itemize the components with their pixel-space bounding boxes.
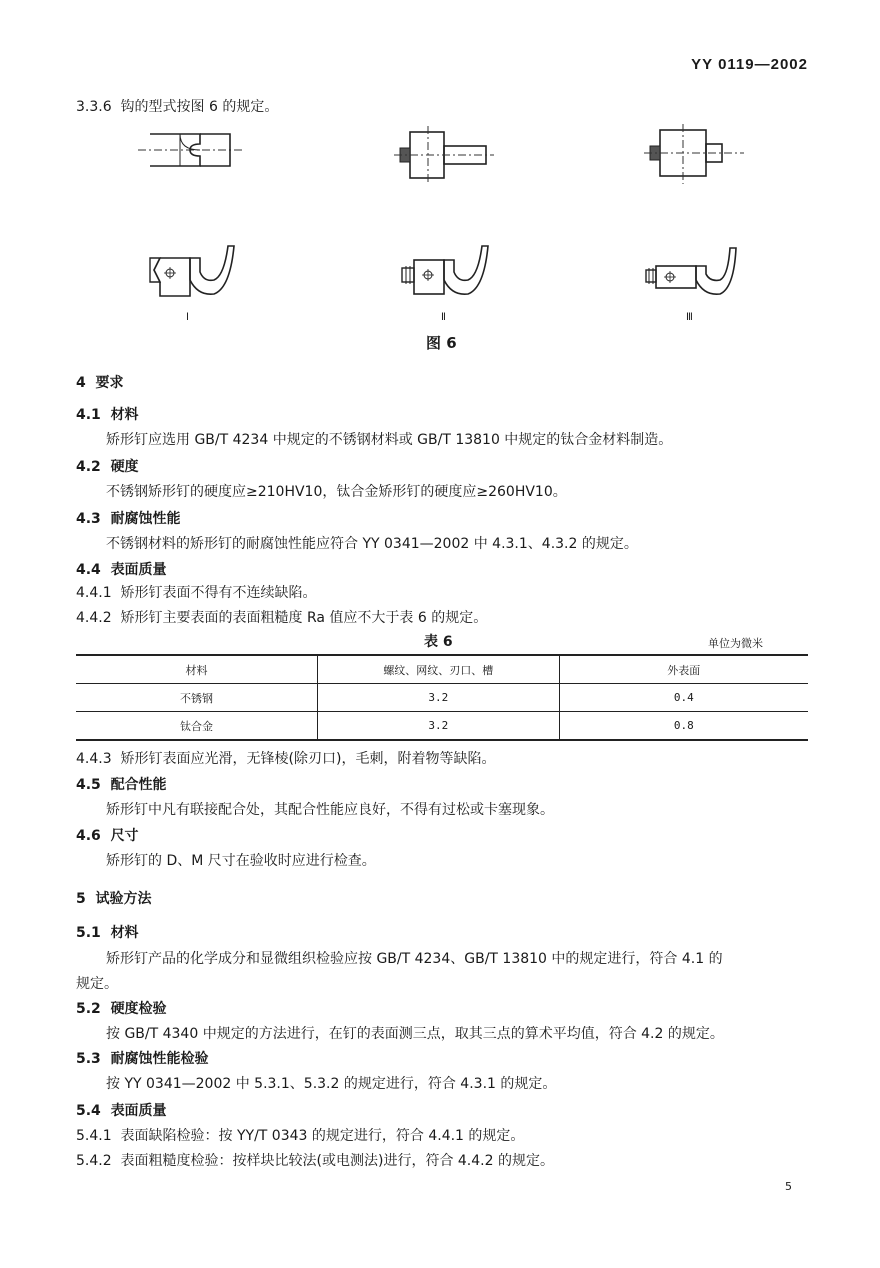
- table-row: [76, 712, 808, 741]
- clause-4-2-heading: [76, 458, 139, 476]
- clause-title: 表面质量: [110, 1103, 167, 1119]
- page-number: 5: [785, 1180, 792, 1193]
- clause-4-4-heading: [76, 561, 167, 579]
- clause-number: 4.4.3: [76, 751, 112, 767]
- clause-text: 矫形钉主要表面的表面粗糙度 Ra 值应不大于表 6 的规定。: [120, 610, 488, 626]
- clause-number: 4.4: [76, 562, 101, 578]
- clause-4-3-heading: [76, 510, 181, 528]
- clause-4-4-3: [76, 750, 495, 768]
- clause-4-3-text: 不锈钢材料的矫形钉的耐腐蚀性能应符合 YY 0341—2002 中 4.3.1、4.3.2 的规定。: [106, 536, 638, 552]
- clause-title: 材料: [110, 925, 139, 941]
- figure-top-view-3: [640, 122, 750, 188]
- clause-title: 硬度: [110, 459, 139, 475]
- section-title: 要求: [95, 375, 124, 391]
- clause-number: 5.4.2: [76, 1153, 112, 1169]
- clause-5-1-text-line-2: 规定。: [76, 976, 118, 992]
- figure-hook-type-3: [640, 240, 750, 304]
- clause-number: 4.2: [76, 459, 101, 475]
- clause-4-6-heading: [76, 827, 139, 845]
- clause-title: 配合性能: [110, 777, 167, 793]
- clause-text: 表面粗糙度检验：按样块比较法(或电测法)进行，符合 4.4.2 的规定。: [120, 1153, 554, 1169]
- section-number: 4: [76, 375, 86, 391]
- table-header-cell: 螺纹、网纹、刃口、槽: [318, 655, 560, 684]
- clause-title: 耐腐蚀性能: [110, 511, 181, 527]
- figure-top-view-2: [390, 122, 500, 188]
- clause-4-4-1: [76, 584, 317, 602]
- clause-number: 5.4: [76, 1103, 101, 1119]
- clause-5-2-text: 按 GB/T 4340 中规定的方法进行，在钉的表面测三点，取其三点的算术平均值，符合 4.2 的规定。: [106, 1026, 724, 1042]
- clause-text: 钩的型式按图 6 的规定。: [120, 99, 279, 115]
- figure-label-2: Ⅱ: [441, 312, 446, 323]
- clause-5-4-2: [76, 1152, 554, 1170]
- table-cell: 0.8: [559, 712, 808, 741]
- clause-title: 材料: [110, 407, 139, 423]
- clause-number: 4.3: [76, 511, 101, 527]
- table-cell: 0.4: [559, 684, 808, 712]
- figure-hook-type-1: [138, 240, 248, 304]
- table-header-row: [76, 655, 808, 684]
- clause-4-1-text: 矫形钉应选用 GB/T 4234 中规定的不锈钢材料或 GB/T 13810 中规定的钛合金材料制造。: [106, 432, 673, 448]
- clause-number: 5.4.1: [76, 1128, 112, 1144]
- clause-5-2-heading: [76, 1000, 167, 1018]
- table-title: 表 6: [424, 634, 453, 650]
- clause-5-3-heading: [76, 1050, 209, 1068]
- figure-label-3: Ⅲ: [686, 312, 693, 323]
- clause-title: 耐腐蚀性能检验: [110, 1051, 209, 1067]
- clause-number: 4.6: [76, 828, 101, 844]
- clause-number: 4.1: [76, 407, 101, 423]
- figure-caption: 图 6: [426, 334, 457, 352]
- clause-5-4-heading: [76, 1102, 167, 1120]
- clause-5-3-text: 按 YY 0341—2002 中 5.3.1、5.3.2 的规定进行，符合 4.3.1 的规定。: [106, 1076, 557, 1092]
- figure-top-view-1: [130, 120, 250, 180]
- section-number: 5: [76, 891, 86, 907]
- section-4-heading: [76, 374, 124, 392]
- figure-hook-type-2: [396, 240, 506, 304]
- table-cell: 3.2: [318, 712, 560, 741]
- table-cell: 3.2: [318, 684, 560, 712]
- clause-4-4-2: [76, 609, 487, 627]
- clause-4-2-text: 不锈钢矫形钉的硬度应≥210HV10，钛合金矫形钉的硬度应≥260HV10。: [106, 484, 567, 500]
- clause-4-5-text: 矫形钉中凡有联接配合处，其配合性能应良好，不得有过松或卡塞现象。: [106, 802, 554, 818]
- clause-number: 5.2: [76, 1001, 101, 1017]
- clause-4-1-heading: [76, 406, 139, 424]
- clause-5-4-1: [76, 1127, 524, 1145]
- table-row: [76, 684, 808, 712]
- clause-title: 表面质量: [110, 562, 167, 578]
- standard-number: YY 0119—2002: [691, 56, 808, 73]
- section-5-heading: [76, 890, 152, 908]
- clause-5-1-text-line-1: 矫形钉产品的化学成分和显微组织检验应按 GB/T 4234、GB/T 13810 中的规定进行，符合 4.1 的: [106, 951, 723, 967]
- clause-title: 硬度检验: [110, 1001, 167, 1017]
- clause-4-5-heading: [76, 776, 167, 794]
- table-header-cell: 外表面: [559, 655, 808, 684]
- clause-number: 4.4.1: [76, 585, 112, 601]
- table-cell: 不锈钢: [76, 684, 318, 712]
- clause-number: 4.5: [76, 777, 101, 793]
- table-6: [76, 654, 808, 741]
- table-header-cell: 材料: [76, 655, 318, 684]
- clause-text: 矫形钉表面不得有不连续缺陷。: [120, 585, 317, 601]
- clause-text: 表面缺陷检验：按 YY/T 0343 的规定进行，符合 4.4.1 的规定。: [120, 1128, 525, 1144]
- clause-number: 5.1: [76, 925, 101, 941]
- clause-5-1-heading: [76, 924, 139, 942]
- clause-4-6-text: 矫形钉的 D、M 尺寸在验收时应进行检查。: [106, 853, 376, 869]
- section-title: 试验方法: [95, 891, 152, 907]
- clause-text: 矫形钉表面应光滑，无锋棱(除刃口)，毛刺，附着物等缺陷。: [120, 751, 496, 767]
- table-unit: 单位为微米: [708, 637, 763, 650]
- clause-number: 3.3.6: [76, 99, 112, 115]
- table-cell: 钛合金: [76, 712, 318, 741]
- clause-title: 尺寸: [110, 828, 139, 844]
- clause-number: 5.3: [76, 1051, 101, 1067]
- figure-label-1: Ⅰ: [186, 312, 189, 323]
- clause-3-3-6: [76, 98, 278, 116]
- clause-number: 4.4.2: [76, 610, 112, 626]
